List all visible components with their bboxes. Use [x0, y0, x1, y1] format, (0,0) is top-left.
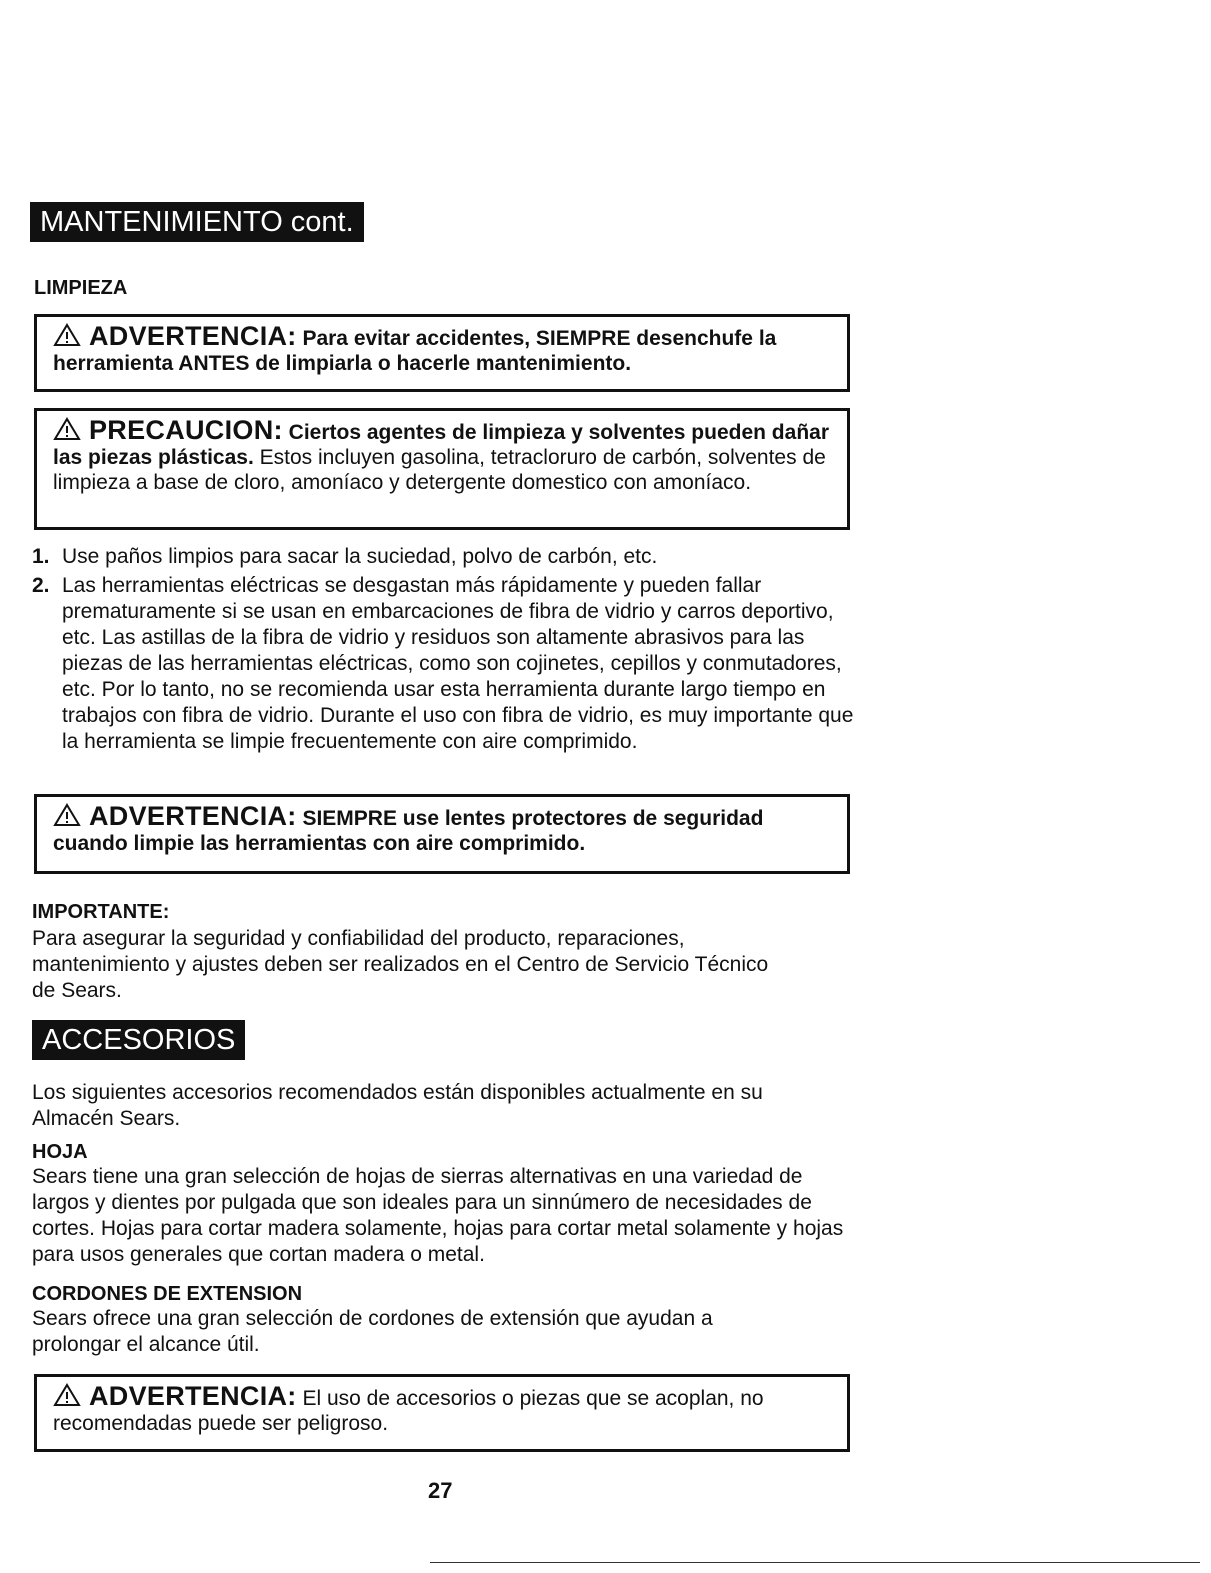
warning-label: ADVERTENCIA: [89, 321, 297, 351]
warning-triangle-icon [53, 803, 81, 827]
scan-edge-line [430, 1562, 1200, 1563]
maintenance-section-title: MANTENIMIENTO cont. [30, 202, 364, 242]
important-text: Para asegurar la seguridad y confiabilidad del producto, reparaciones, mantenimiento y ajustes deben ser realizados en el Centro de Servicio Técnico de Sears. [32, 927, 769, 1002]
list-item [32, 573, 862, 755]
warning-triangle-icon [53, 1383, 81, 1407]
warning-box-accessories [34, 1374, 850, 1452]
caution-bold-text: Ciertos agentes de limpieza y solventes pueden dañar las piezas plásticas. [53, 421, 829, 469]
warning-label: ADVERTENCIA: [89, 1381, 297, 1411]
list-item [32, 544, 862, 570]
page-number: 27 [428, 1478, 453, 1503]
warning-triangle-icon [53, 417, 81, 441]
warning-text: SIEMPRE use lentes protectores de seguridad cuando limpie las herramientas con aire comprimido. [53, 807, 764, 855]
accessories-section-title: ACCESORIOS [32, 1020, 245, 1060]
step-number: 2. [32, 574, 50, 597]
caution-text: Estos incluyen gasolina, tetracloruro de carbón, solventes de limpieza a base de cloro, amoníaco y detergente domestico con amoníaco. [53, 446, 826, 494]
cleaning-heading: LIMPIEZA [34, 277, 128, 299]
cords-text: Sears ofrece una gran selección de cordones de extensión que ayudan a prolongar el alcance útil. [32, 1307, 713, 1356]
cleaning-steps [32, 544, 862, 758]
blade-heading: HOJA [32, 1141, 88, 1163]
warning-box-safety-glasses [34, 794, 850, 874]
accessories-intro: Los siguientes accesorios recomendados están disponibles actualmente en su Almacén Sears. [32, 1081, 763, 1130]
warning-box-unplug [34, 314, 850, 392]
warning-triangle-icon [53, 323, 81, 347]
step-text: Use paños limpios para sacar la suciedad, polvo de carbón, etc. [62, 545, 658, 568]
caution-box-solvents [34, 408, 850, 530]
cords-heading: CORDONES DE EXTENSION [32, 1283, 303, 1305]
warning-text: El uso de accesorios o piezas que se acoplan, no recomendadas puede ser peligroso. [53, 1387, 764, 1435]
caution-label: PRECAUCION: [89, 415, 283, 445]
warning-text: Para evitar accidentes, SIEMPRE desenchufe la herramienta ANTES de limpiarla o hacerle mantenimiento. [53, 327, 777, 375]
step-text: Las herramientas eléctricas se desgastan más rápidamente y pueden fallar prematuramente si se usan en embarcaciones de fibra de vidrio y carros deportivo, etc. Las astillas de la fibra de vidrio y residuos son altamente abrasivos para las piezas de las herramientas eléctricas, como son cojinetes, cepillos y conmutadores, etc. Por lo tanto, no se recomienda usar esta herramienta durante largo tiempo en trabajos con fibra de vidrio. Durante el uso con fibra de vidrio, es muy importante que la herramienta se limpie frecuentemente con aire comprimido. [62, 574, 854, 753]
important-heading: IMPORTANTE: [32, 901, 170, 923]
warning-label: ADVERTENCIA: [89, 801, 297, 831]
step-number: 1. [32, 545, 50, 568]
blade-text: Sears tiene una gran selección de hojas de sierras alternativas en una variedad de largos y dientes por pulgada que son ideales para un sinnúmero de necesidades de cortes. Hojas para cortar madera solamente, hojas para cortar metal solamente y hojas para usos generales que cortan madera o metal. [32, 1165, 844, 1266]
